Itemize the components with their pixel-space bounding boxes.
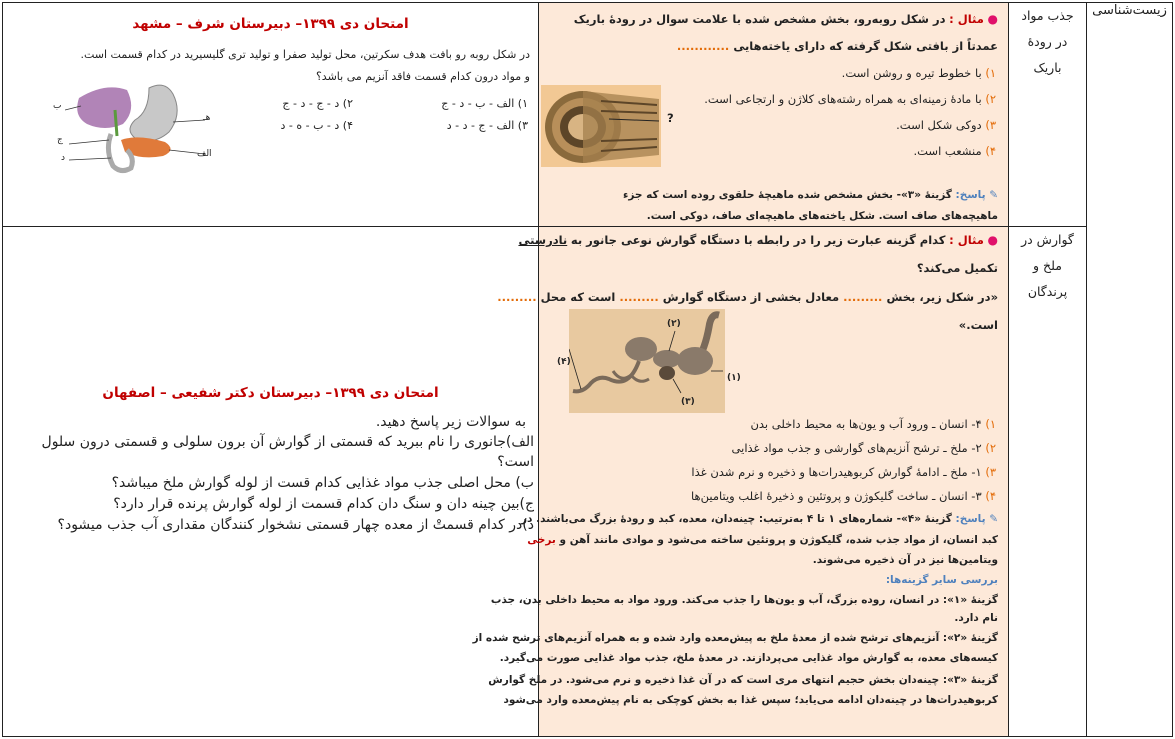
- exam-question-a-cont: است؟: [497, 454, 534, 470]
- review-line: نام دارد.: [954, 612, 998, 624]
- answer-text: گزینهٔ «۴»- شماره‌های ۱ تا ۴ به‌ترتیب: چینه‌دان، معده، کبد و رودهٔ بزرگ می‌باشند. در: [521, 513, 952, 525]
- quote-end: است.»: [958, 318, 998, 332]
- topic-line: پرندگان: [1027, 284, 1068, 299]
- option-4: [691, 489, 996, 503]
- exam-question-line-1: در شکل روبه رو بافت هدف سکرتین، محل تولید صفرا و تولید تری گلیسیرید در کدام قسمت است.: [80, 48, 530, 61]
- option-text: منشعب است.: [913, 144, 982, 158]
- option-text: ۳- انسان ـ ساخت گلیکوژن و پروتئین و ذخیرهٔ اغلب ویتامین‌ها: [691, 489, 982, 503]
- option-text: با مادهٔ زمینه‌ای به همراه رشته‌های کلاژن و ارتجاعی است.: [704, 92, 982, 106]
- review-title: بررسی سایر گزینه‌ها:: [885, 574, 998, 586]
- pencil-icon: ✎: [989, 513, 998, 525]
- question-quote: [497, 290, 998, 304]
- exam-question-c: ج)بین چینه دان و سنگ دان کدام قسمت از لوله گوارش پرنده قرار دارد؟: [113, 496, 534, 512]
- quote-text: معادل بخشی از دستگاه گوارش: [662, 290, 840, 304]
- option-number: ۱): [985, 66, 996, 80]
- figure-label-4: (۴): [557, 357, 571, 367]
- topic-line: ملخ و: [1033, 258, 1062, 273]
- review-line: گزینهٔ «۱»: در انسان، روده بزرگ، آب و یون‌ها را جذب می‌کند. ورود مواد به محیط داخلی بدن، جذب: [490, 594, 998, 606]
- answer-line-1: [623, 189, 998, 201]
- question-line-2: [677, 39, 998, 53]
- option-text: با خطوط تیره و روشن است.: [841, 66, 982, 80]
- option-number: ۱): [985, 417, 996, 431]
- option-text: ۱- ملخ ـ ادامهٔ گوارش کربوهیدرات‌ها و ذخیره و نرم شدن غذا: [691, 465, 982, 479]
- question-emphasis: نادرستی: [518, 233, 568, 247]
- option-2: [732, 441, 996, 455]
- exam-question-line-2: و مواد درون کدام قسمت فاقد آنزیم می باشد؟: [315, 70, 530, 83]
- example-label: مثال :: [949, 233, 984, 247]
- blank: ............: [676, 39, 730, 53]
- pencil-icon: ✎: [989, 189, 998, 201]
- quote-text: است که محل: [540, 290, 616, 304]
- review-line: کیسه‌های معده، به گوارش مواد غذایی می‌پردازند. در معدهٔ ملخ، جذب مواد غذایی صورت می‌گیرد.: [499, 652, 998, 664]
- example-label: مثال :: [949, 12, 984, 26]
- exam-question-b: ب) محل اصلی جذب مواد غذایی کدام قست از لوله گوارش ملخ میباشد؟: [111, 475, 534, 491]
- option-number: ۴): [985, 144, 996, 158]
- topic-line: گوارش در: [1021, 232, 1074, 247]
- option-1: [842, 66, 996, 80]
- question-text-2: عمدتاً از بافتی شکل گرفته که دارای یاخته‌هایی: [733, 39, 998, 53]
- option-number: ۲): [985, 92, 996, 106]
- figure-label-3: (۳): [681, 397, 695, 407]
- question-line-2: تکمیل می‌کند؟: [916, 261, 998, 275]
- subject-cell: [1087, 3, 1173, 737]
- figure-label-2: (۲): [667, 319, 681, 329]
- bullet-icon: ●: [987, 12, 998, 26]
- answer-line-2: ماهیچه‌های صاف است. شکل یاخته‌های ماهیچه‌ای صاف، دوکی است.: [646, 210, 998, 222]
- answer-label: پاسخ:: [955, 513, 986, 525]
- topic-cell-intestine: [1009, 3, 1087, 227]
- option-number: ۴): [985, 489, 996, 503]
- answer-line-3: ویتامین‌ها نیز در آن ذخیره می‌شوند.: [812, 554, 998, 566]
- subject-label: زیست‌شناسی: [1092, 3, 1167, 18]
- exam-cell-isfahan: [3, 227, 539, 737]
- option-3: [896, 118, 996, 132]
- exam-option-2: ۲) د - ج - د - ج: [282, 97, 353, 110]
- digestive-organs-figure: [65, 80, 215, 180]
- option-number: ۳): [985, 465, 996, 479]
- option-text: ۲- ملخ ـ ترشح آنزیم‌های گوارشی و جذب مواد غذایی: [731, 441, 982, 455]
- figure-label-alef: الف: [197, 149, 212, 159]
- example-cell-digestion: [472, 227, 1009, 737]
- blank: .........: [843, 290, 883, 304]
- exam-intro: به سوالات زیر پاسخ دهید.: [375, 414, 526, 430]
- option-text: دوکی شکل است.: [896, 118, 982, 132]
- review-line: کربوهیدرات‌ها در چینه‌دان ادامه می‌یابد؛ سپس غذا به بخش کوچکی به نام پیش‌معده وارد می‌شود: [503, 694, 998, 706]
- figure-label-j: ج: [57, 135, 63, 145]
- figure-label-d: د: [61, 153, 66, 163]
- option-text: ۴- انسان ـ ورود آب و یون‌ها به محیط داخلی بدن: [750, 417, 982, 431]
- insect-digestive-figure: [569, 309, 725, 413]
- question-text: کدام گزینه عبارت زیر را در رابطه با دستگاه گوارش نوعی جانور به: [570, 233, 946, 247]
- example-question: [574, 12, 998, 26]
- answer-line-2: [527, 534, 998, 546]
- intestine-figure: [541, 85, 661, 167]
- exam-option-4: ۴) د - ب - ه - د: [280, 119, 353, 132]
- exam-question-a: الف)جانوری را نام ببرید که قسمتی از گوارش آن برون سلولی و قسمتی درون سلول: [41, 434, 534, 450]
- exam-cell-mashhad: [3, 3, 539, 227]
- exam-title: امتحان دی ۱۳۹۹– دبیرستان شرف – مشهد: [132, 16, 409, 32]
- answer-line-1: [521, 513, 998, 525]
- option-2: [704, 92, 996, 106]
- exam-question-d: د)در کدام قسمتْ از معده چهار قسمتی نشخوار کنندگان مقداری آب جذب میشود؟: [57, 517, 534, 533]
- topic-line: جذب مواد: [1021, 8, 1074, 23]
- answer-text: کبد انسان، از مواد جذب شده، گلیکوژن و پروتئین ساخته می‌شود و موادی مانند آهن و: [559, 534, 998, 546]
- answer-label: پاسخ:: [955, 189, 986, 201]
- option-number: ۲): [985, 441, 996, 455]
- exam-option-3: ۳) الف - ج - د - د: [446, 119, 528, 132]
- exam-option-1: ۱) الف - ب - د - ج: [441, 97, 528, 110]
- blank: .........: [497, 290, 537, 304]
- figure-label-b: ب: [53, 101, 62, 111]
- figure-label-he: هـ: [203, 113, 211, 123]
- example-cell-intestine: [539, 3, 1009, 227]
- quote-text: «در شکل زیر، بخش: [886, 290, 998, 304]
- option-number: ۳): [985, 118, 996, 132]
- review-line: گزینهٔ «۲»: آنزیم‌های ترشح شده از معدهٔ ملخ به پیش‌معده وارد شده و به همراه آنزیم‌های ترشح شده از: [472, 632, 998, 644]
- exam-title: امتحان دی ۱۳۹۹– دبیرستان دکتر شفیعی – اصفهان: [102, 385, 439, 401]
- question-text: در شکل روبه‌رو، بخش مشخص شده با علامت سوال در رودهٔ باریک: [573, 12, 946, 26]
- option-1: [750, 417, 996, 431]
- figure-label-1: (۱): [727, 373, 741, 383]
- option-3: [691, 465, 996, 479]
- blank: .........: [619, 290, 659, 304]
- topic-line: در رودهٔ: [1027, 34, 1068, 49]
- review-line: گزینهٔ «۳»: چینه‌دان بخش حجیم انتهای مری است که در آن غذا ذخیره و نرم می‌شود. در ملخ گوارش: [488, 674, 998, 686]
- topic-line: باریک: [1033, 60, 1062, 75]
- example-question: [518, 233, 998, 247]
- option-4: [913, 144, 996, 158]
- bullet-icon: ●: [987, 233, 998, 247]
- topic-cell-digestion: [1009, 227, 1087, 737]
- content-table: [2, 2, 1173, 737]
- answer-highlight: برخی: [527, 534, 556, 546]
- figure-question-mark: ?: [667, 111, 674, 125]
- answer-text: گزینهٔ «۳»- بخش مشخص شده ماهیچهٔ حلقوی روده است که جزء: [623, 189, 952, 201]
